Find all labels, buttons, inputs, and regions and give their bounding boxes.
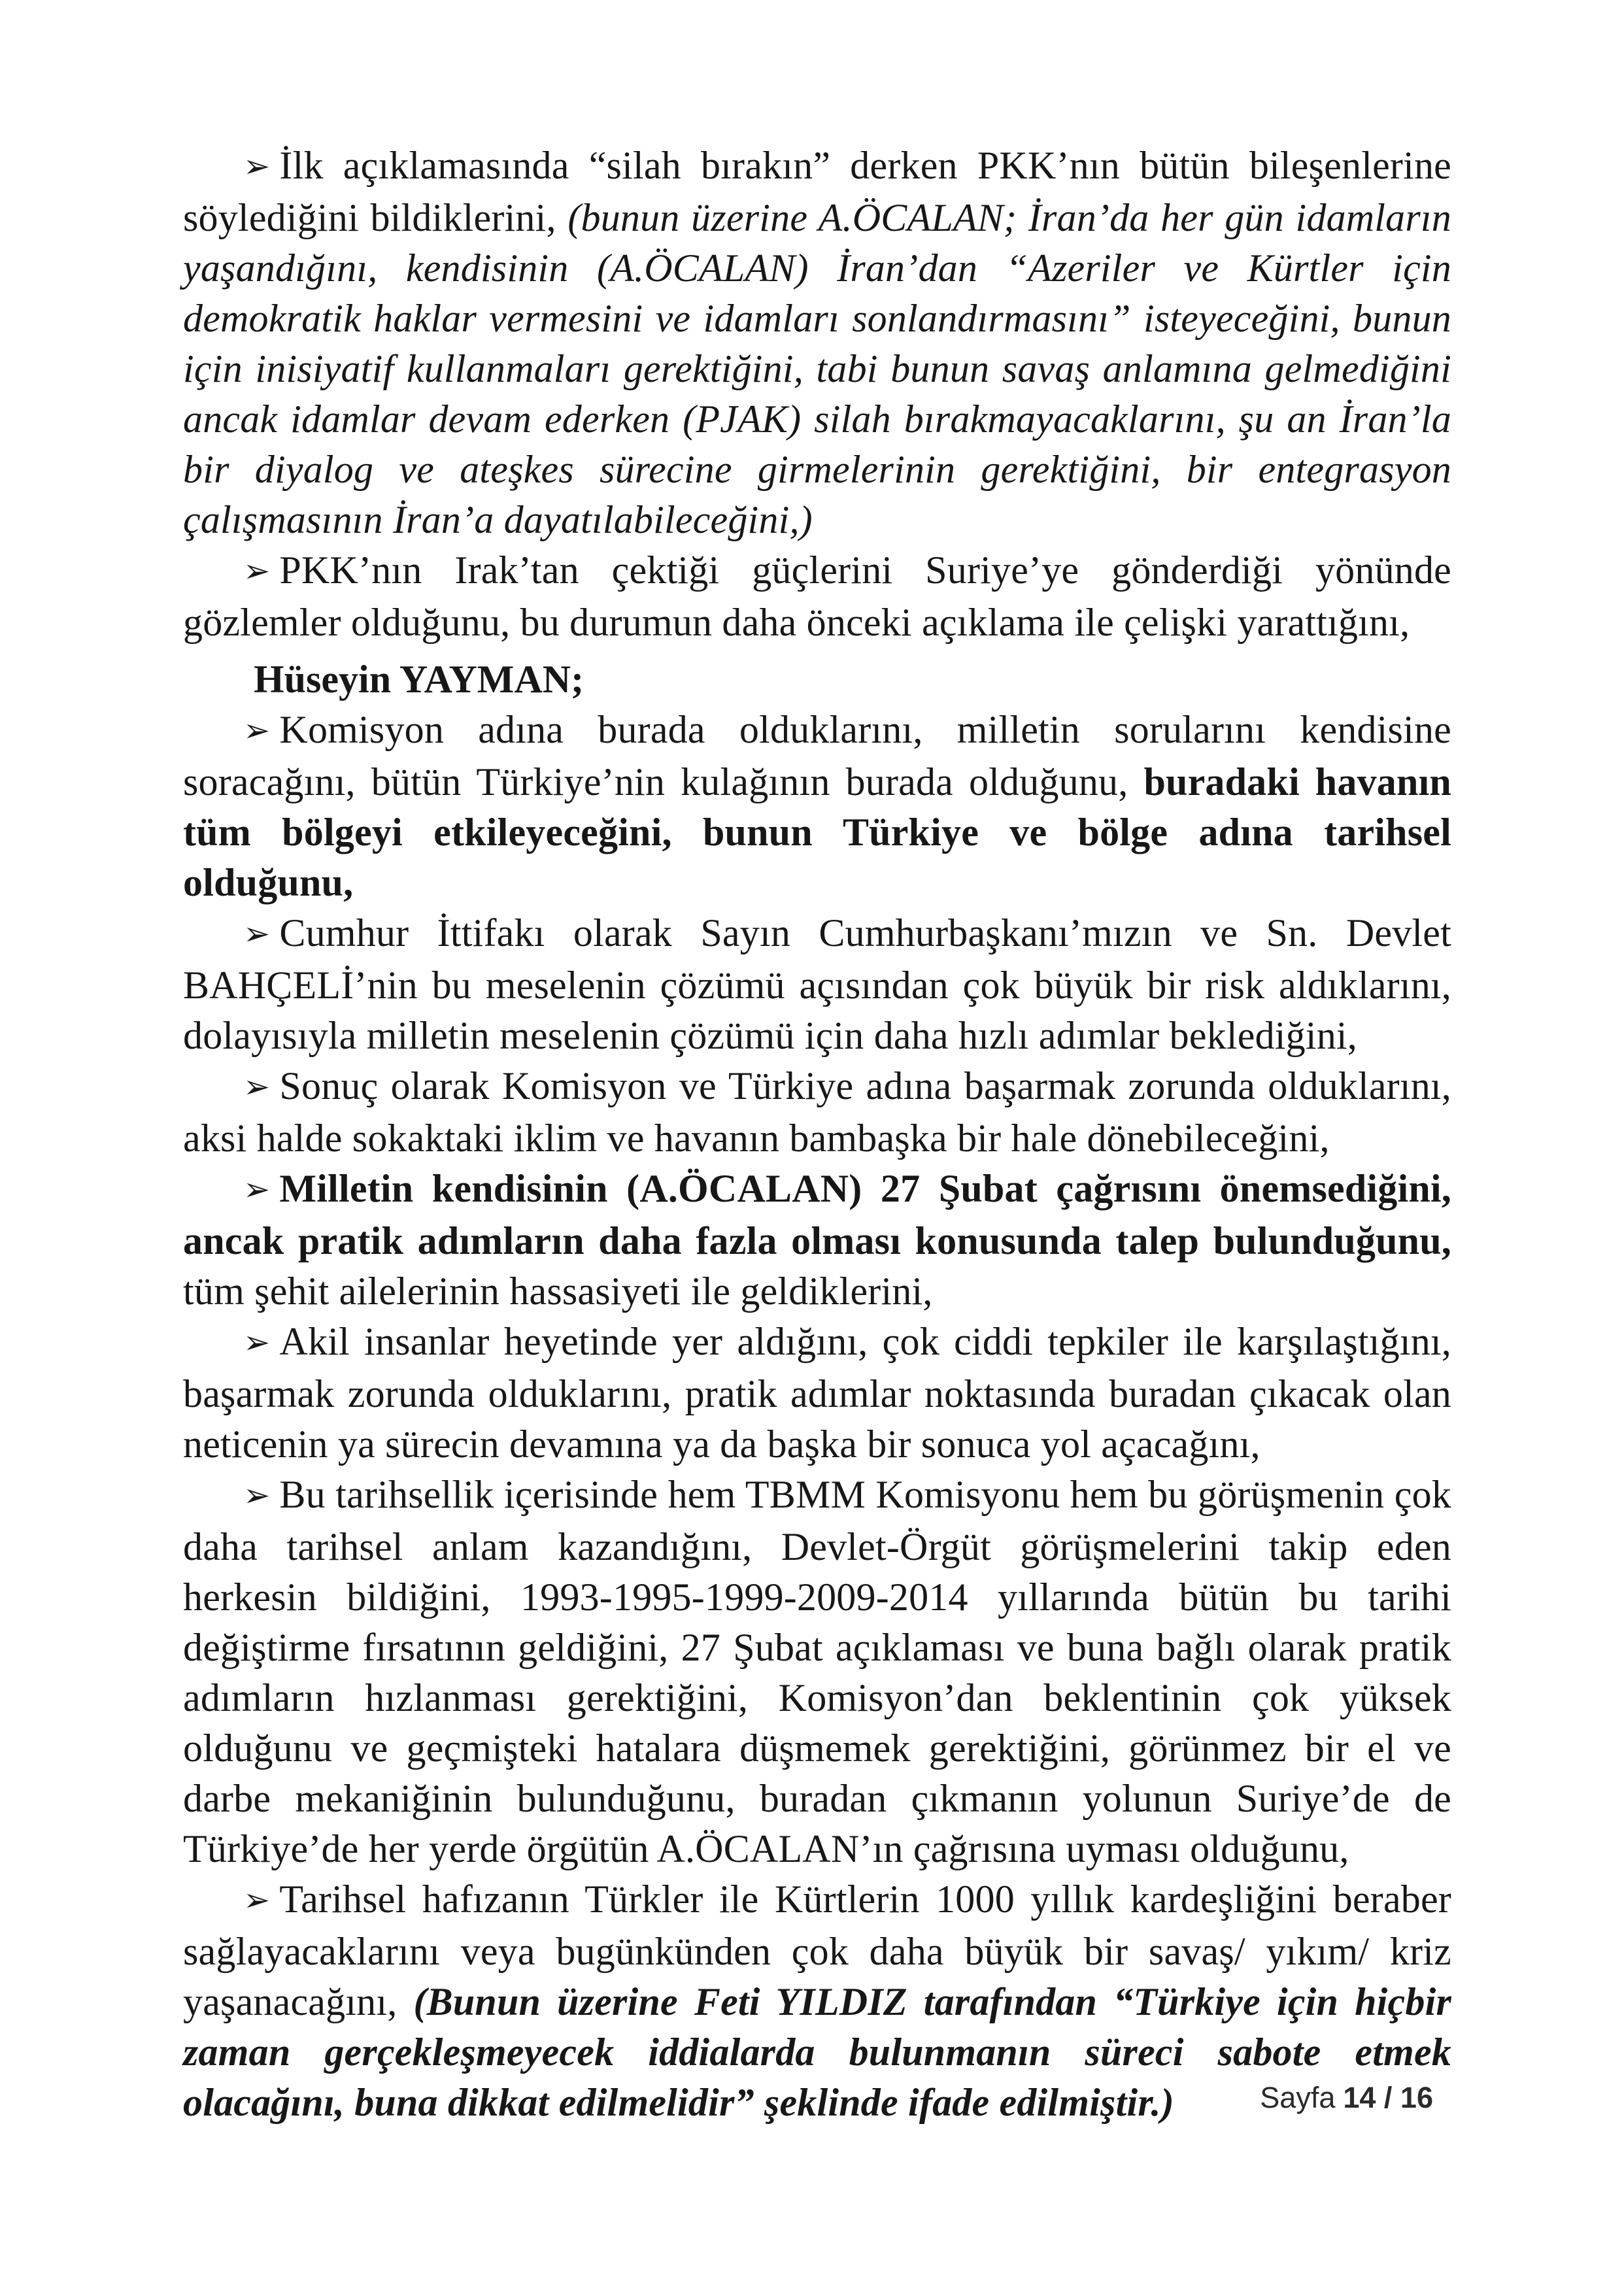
paragraph-text: Komisyon adına burada olduklarını, milletin sorularını kendisine soracağını, bütün Türkiye’nin kulağının burada olduğunu, xyxy=(183,708,1451,803)
paragraph-text-italic: (bunun üzerine A.ÖCALAN; İran’da her gün idamların yaşandığını, kendisinin (A.ÖCALAN) İran’dan “Azeriler ve Kürtler için demokratik haklar vermesini ve idamları sonlandırmasını” isteyeceğini, bunun için inisiyatif kullanmaları gerektiğini, tabi bunun savaş anlamına gelmediğini ancak idamlar devam ederken (PJAK) silah bırakmayacaklarını, şu an İran’la bir diyalog ve ateşkes sürecine girmelerinin gerektiğini, bir entegrasyon çalışmasının İran’a dayatılabileceğini,) xyxy=(183,196,1451,541)
bullet-arrow-icon: ➢ xyxy=(243,711,271,749)
paragraph-text-bold: Milletin kendisinin (A.ÖCALAN) 27 Şubat çağrısını önemsediğini, ancak pratik adımların daha fazla olması konusunda talep bulunduğunu, xyxy=(183,1167,1451,1262)
paragraph-text: Akil insanlar heyetinde yer aldığını, çok ciddi tepkiler ile karşılaştığını, başarmak zorunda olduklarını, pratik adımlar noktasında buradan çıkacak olan neticenin ya sürecin devamına ya da başka bir sonuca yol açacağını, xyxy=(183,1320,1451,1466)
speaker-heading xyxy=(254,654,1451,705)
bullet-arrow-icon: ➢ xyxy=(243,1881,271,1919)
paragraph-text-bold: buradaki havanın tüm bölgeyi etkileyeceğini, bunun Türkiye ve bölge adına tarihsel olduğunu, xyxy=(183,760,1451,904)
speaker-name: Hüseyin YAYMAN; xyxy=(254,658,584,701)
bullet-paragraph-ilk-aciklama xyxy=(183,141,1451,545)
footer-page-label: Sayfa xyxy=(1260,2081,1336,2114)
bullet-paragraph-milletin-kendisinin xyxy=(183,1164,1451,1317)
bullet-arrow-icon: ➢ xyxy=(243,1068,271,1105)
paragraph-text: İlk açıklamasında “silah bırakın” derken PKK’nın bütün bileşenlerine söylediğini bildiklerini, xyxy=(183,144,1451,239)
paragraph-text: PKK’nın Irak’tan çektiği güçlerini Suriye’ye gönderdiği yönünde gözlemler olduğunu, bu durumun daha önceki açıklama ile çelişki yarattığını, xyxy=(183,548,1451,644)
bullet-arrow-icon: ➢ xyxy=(243,915,271,953)
paragraph-text: Sonuç olarak Komisyon ve Türkiye adına başarmak zorunda olduklarını, aksi halde sokaktaki iklim ve havanın bambaşka bir hale dönebileceğini, xyxy=(183,1064,1451,1160)
paragraph-text-bold-italic: (Bunun üzerine Feti YILDIZ tarafından “Türkiye için hiçbir zaman gerçekleşmeyecek iddialarda bulunmanın süreci sabote etmek olacağını, buna dikkat edilmelidir” şeklinde ifade edilmiştir.) xyxy=(183,1980,1451,2124)
paragraph-text: Cumhur İttifakı olarak Sayın Cumhurbaşkanı’mızın ve Sn. Devlet BAHÇELİ’nin bu meselenin çözümü açısından çok büyük bir risk aldıklarını, dolayısıyla milletin meselenin çözümü için daha hızlı adımlar beklediğini, xyxy=(183,911,1451,1057)
document-body xyxy=(183,141,1451,2128)
bullet-paragraph-cumhur-ittifaki xyxy=(183,908,1451,1061)
bullet-arrow-icon: ➢ xyxy=(243,1323,271,1361)
bullet-paragraph-akil-insanlar xyxy=(183,1317,1451,1470)
page-footer xyxy=(1260,2081,1433,2115)
paragraph-text: Tarihsel hafızanın Türkler ile Kürtlerin 1000 yıllık kardeşliğini beraber sağlayacaklarını veya bugünkünden çok daha büyük bir savaş/ yıkım/ kriz yaşanacağını, xyxy=(183,1878,1451,2023)
bullet-arrow-icon: ➢ xyxy=(243,1476,271,1514)
bullet-paragraph-bu-tarihsellik xyxy=(183,1470,1451,1874)
bullet-paragraph-pkk-irak xyxy=(183,545,1451,648)
paragraph-text: tüm şehit ailelerinin hassasiyeti ile geldiklerini, xyxy=(183,1270,933,1313)
bullet-paragraph-komisyon-adina xyxy=(183,705,1451,908)
bullet-arrow-icon: ➢ xyxy=(243,552,271,590)
bullet-arrow-icon: ➢ xyxy=(243,147,271,185)
paragraph-text: Bu tarihsellik içerisinde hem TBMM Komisyonu hem bu görüşmenin çok daha tarihsel anlam kazandığını, Devlet-Örgüt görüşmelerini takip eden herkesin bildiğini, 1993-1995-1999-2009-2014 yıllarında bütün bu tarihi değiştirme fırsatının geldiğini, 27 Şubat açıklaması ve buna bağlı olarak pratik adımların hızlanması gerektiğini, Komisyon’dan beklentinin çok yüksek olduğunu ve geçmişteki hatalara düşmemek gerektiğini, görünmez bir el ve darbe mekaniğinin bulunduğunu, buradan çıkmanın yolunun Suriye’de de Türkiye’de her yerde örgütün A.ÖCALAN’ın çağrısına uyması olduğunu, xyxy=(183,1473,1451,1870)
bullet-arrow-icon: ➢ xyxy=(243,1170,271,1208)
bullet-paragraph-sonuc-olarak xyxy=(183,1061,1451,1164)
footer-page-number: 14 / 16 xyxy=(1343,2081,1433,2114)
